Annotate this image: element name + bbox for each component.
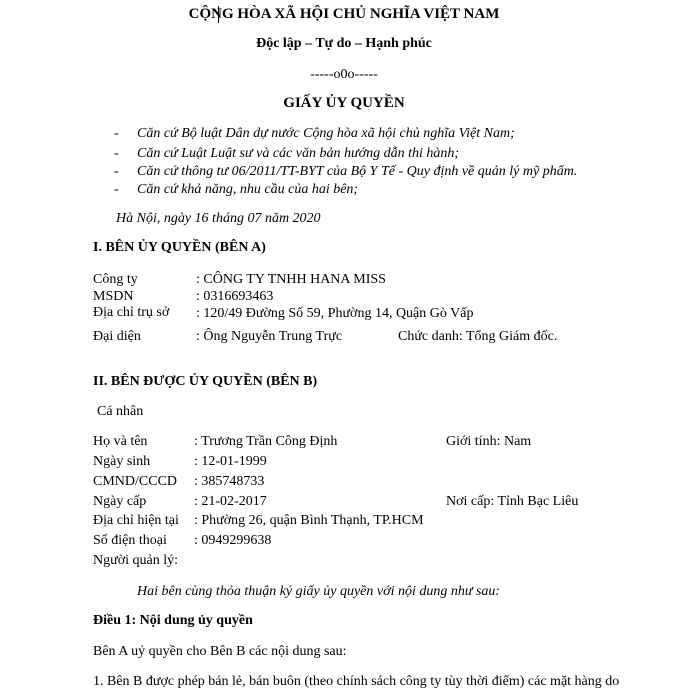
company-value: : CÔNG TY TNHH HANA MISS	[196, 272, 386, 287]
basis-text: Căn cứ khả năng, nhu cầu của hai bên;	[137, 182, 359, 197]
article-1-item-1: 1. Bên B được phép bán lẻ, bán buôn (theo chính sách công ty tùy thời điểm) các mặt hàng do	[93, 674, 620, 689]
address-label: Địa chỉ trụ sở	[93, 305, 170, 320]
representative-value: : Ông Nguyễn Trung Trực	[196, 329, 343, 344]
name-label: Họ và tên	[93, 434, 148, 449]
document-title: GIẤY ỦY QUYỀN	[283, 95, 405, 111]
representative-label: Đại diện	[93, 329, 141, 344]
bullet-dash: -	[114, 164, 119, 179]
position-text: Chức danh: Tổng Giám đốc.	[398, 329, 558, 344]
nation-title: CỘNG HÒA XÃ HỘI CHỦ NGHĨA VIỆT NAM	[188, 6, 500, 22]
tax-label: MSDN	[93, 289, 134, 304]
current-address-label: Địa chỉ hiện tại	[93, 513, 179, 528]
name-value: : Trương Trần Công Định	[194, 434, 338, 449]
phone-label: Số điện thoại	[93, 533, 167, 548]
basis-text: Căn cứ thông tư 06/2011/TT-BYT của Bộ Y Tế - Quy định về quản lý mỹ phẩm.	[137, 164, 578, 179]
basis-text: Căn cứ Luật Luật sư và các văn bản hướng dẫn thi hành;	[137, 146, 460, 161]
company-label: Công ty	[93, 272, 138, 287]
id-value: : 385748733	[194, 474, 265, 489]
address-value: : 120/49 Đường Số 59, Phường 14, Quận Gò Vấp	[196, 306, 474, 321]
bullet-dash: -	[114, 126, 119, 141]
article-1-intro: Bên A uỷ quyền cho Bên B các nội dung sau:	[93, 644, 347, 659]
guardian-label: Người quản lý:	[93, 553, 178, 568]
issue-date-label: Ngày cấp	[93, 494, 147, 509]
issue-date-value: : 21-02-2017	[194, 494, 267, 509]
party-a-heading: I. BÊN ỦY QUYỀN (BÊN A)	[93, 240, 266, 255]
party-type: Cá nhân	[97, 404, 144, 419]
dob-value: : 12-01-1999	[194, 454, 267, 469]
date-line: Hà Nội, ngày 16 tháng 07 năm 2020	[116, 211, 321, 226]
phone-value: : 0949299638	[194, 533, 272, 548]
bullet-dash: -	[114, 182, 119, 197]
id-label: CMND/CCCD	[93, 474, 178, 489]
issue-place-text: Nơi cấp: Tỉnh Bạc Liêu	[446, 494, 579, 509]
tax-value: : 0316693463	[196, 289, 274, 304]
party-b-heading: II. BÊN ĐƯỢC ỦY QUYỀN (BÊN B)	[93, 374, 318, 389]
gender-text: Giới tính: Nam	[446, 434, 532, 449]
dob-label: Ngày sinh	[93, 454, 151, 469]
current-address-value: : Phường 26, quận Bình Thạnh, TP.HCM	[194, 513, 424, 528]
separator: -----o0o-----	[310, 67, 378, 82]
basis-text: Căn cứ Bộ luật Dân dự nước Cộng hòa xã hội chủ nghĩa Việt Nam;	[137, 126, 515, 141]
bullet-dash: -	[114, 146, 119, 161]
agreement-line: Hai bên cùng thỏa thuận ký giấy ủy quyền với nội dung như sau:	[137, 584, 501, 599]
article-1-heading: Điều 1: Nội dung ủy quyền	[93, 613, 253, 628]
motto: Độc lập – Tự do – Hạnh phúc	[256, 36, 432, 51]
